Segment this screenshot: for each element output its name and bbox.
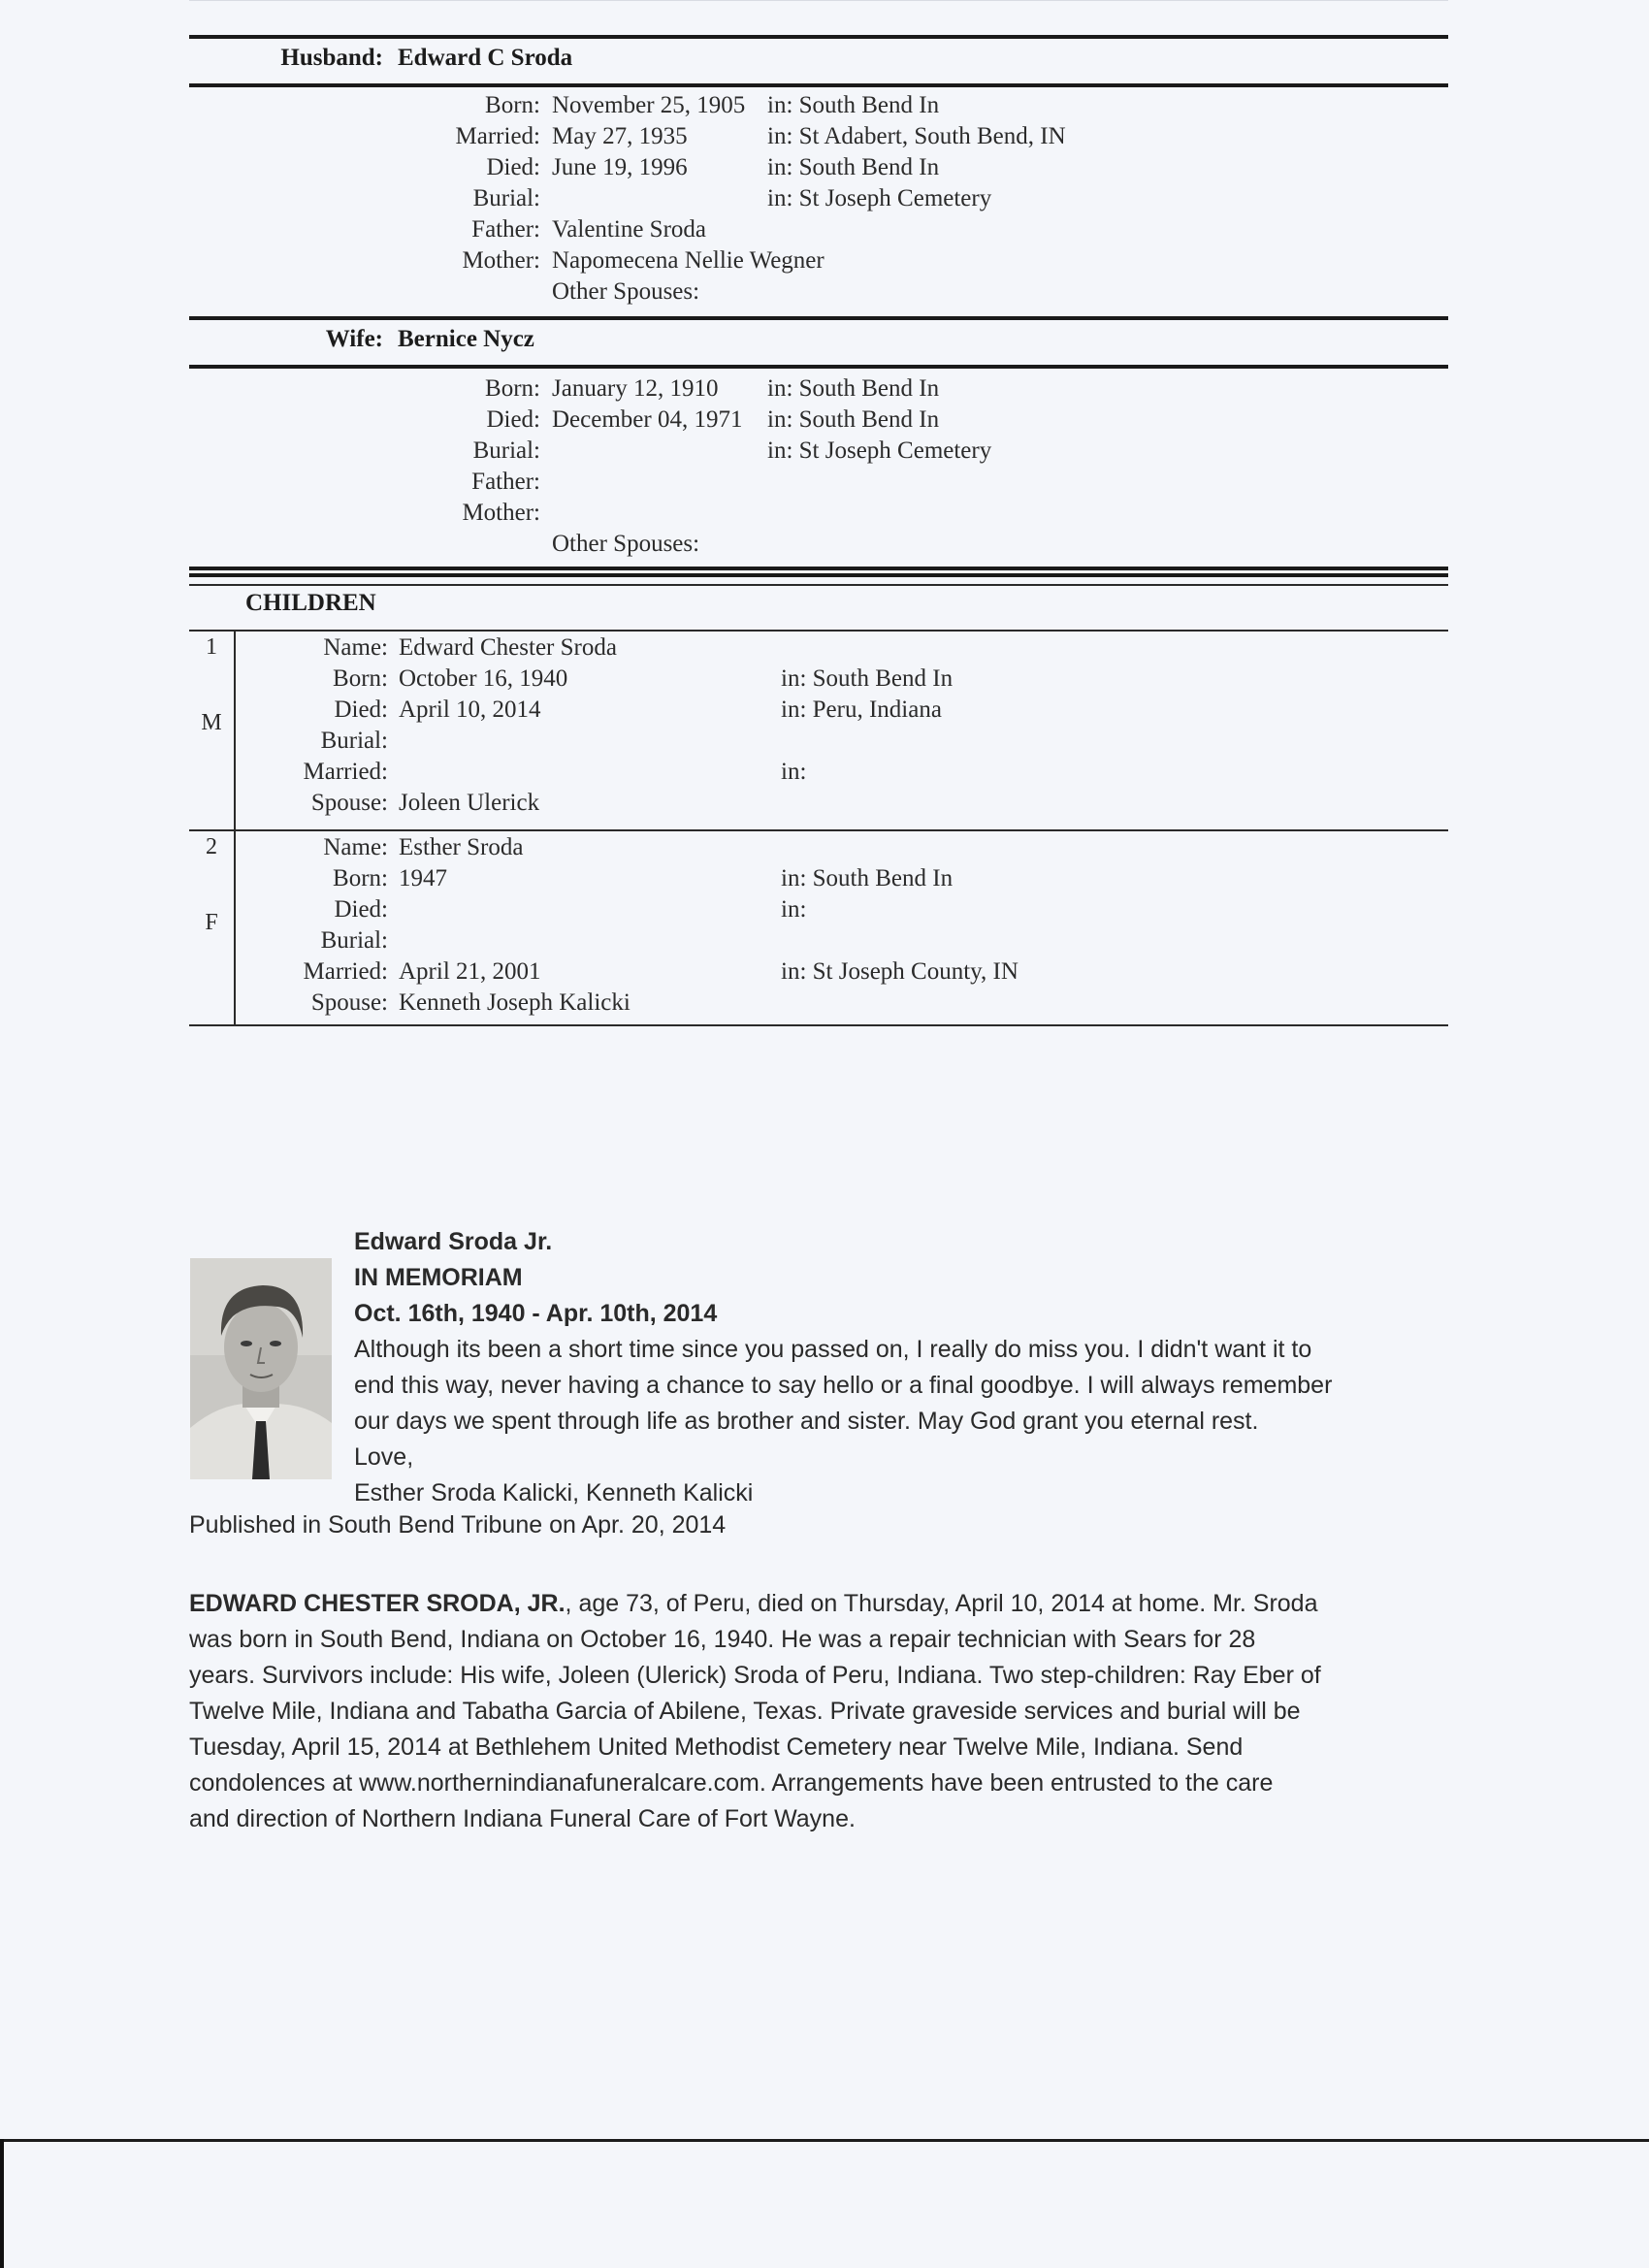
wife-father-row — [189, 467, 1448, 498]
child-number: 1 — [206, 634, 217, 660]
husband-header-rule — [189, 83, 1448, 87]
fact-key: Burial: — [320, 927, 388, 954]
memoriam-line: end this way, never having a chance to say hello or a final goodbye. I will always remember — [354, 1372, 1333, 1399]
obituary-text — [189, 1586, 1479, 1837]
child-married-row — [189, 956, 1448, 988]
fact-place: in: South Bend In — [781, 665, 954, 692]
fact-value: April 10, 2014 — [399, 697, 541, 723]
husband-other-spouses-row — [189, 276, 1448, 308]
fact-place: in: — [781, 896, 807, 923]
fact-place: in: South Bend In — [767, 375, 940, 402]
published-line: Published in South Bend Tribune on Apr. 20, 2014 — [189, 1511, 727, 1539]
fact-place: in: South Bend In — [767, 154, 940, 180]
fact-key: Born: — [485, 92, 540, 118]
fact-value: April 21, 2001 — [399, 958, 541, 985]
wife-burial-row — [189, 436, 1448, 467]
wife-header — [189, 326, 1448, 357]
child-died-row — [189, 894, 1448, 925]
portrait-image — [190, 1258, 332, 1479]
scan-bottom-edge — [0, 2139, 1649, 2142]
wife-other-spouses-row — [189, 529, 1448, 560]
fact-value: January 12, 1910 — [552, 375, 719, 402]
fact-key: Married: — [303, 958, 388, 985]
child-1-facts — [189, 632, 1448, 819]
page-top-edge — [189, 0, 1448, 1]
children-top-rule-3 — [189, 584, 1448, 586]
husband-mother-row — [189, 245, 1448, 276]
fact-key: Father: — [471, 216, 540, 243]
fact-place: in: South Bend In — [767, 92, 940, 118]
fact-key: Spouse: — [310, 790, 388, 816]
fact-key: Spouse: — [310, 989, 388, 1016]
obituary-line: years. Survivors include: His wife, Joleen (Ulerick) Sroda of Peru, Indiana. Two step-children: Ray Eber of — [189, 1662, 1321, 1689]
children-top-rule-2 — [189, 573, 1448, 577]
husband-name: Edward C Sroda — [398, 45, 573, 71]
child-2-block — [189, 830, 1448, 1024]
fact-key: Born: — [333, 665, 388, 692]
fact-key: Born: — [485, 375, 540, 402]
fact-key: Married: — [455, 123, 540, 149]
husband-facts — [189, 90, 1448, 308]
husband-married-row — [189, 121, 1448, 152]
child-born-row — [189, 664, 1448, 695]
husband-label: Husband: — [280, 45, 383, 71]
obituary-line: and direction of Northern Indiana Funeral Care of Fort Wayne. — [189, 1805, 856, 1832]
fact-value: October 16, 1940 — [399, 665, 568, 692]
fact-value: Esther Sroda — [399, 834, 524, 860]
obituary-line: Tuesday, April 15, 2014 at Bethlehem United Methodist Cemetery near Twelve Mile, Indiana. Send — [189, 1733, 1244, 1761]
memoriam-line: Although its been a short time since you passed on, I really do miss you. I didn't want it to — [354, 1336, 1312, 1363]
fact-key: Burial: — [320, 728, 388, 754]
wife-born-row — [189, 373, 1448, 405]
fact-key: Father: — [471, 469, 540, 495]
husband-header — [189, 45, 1448, 76]
children-bottom-rule — [189, 1024, 1448, 1026]
child-1-block — [189, 631, 1448, 830]
child-sex: M — [201, 710, 222, 735]
fact-place: in: Peru, Indiana — [781, 697, 942, 723]
wife-name: Bernice Nycz — [398, 326, 534, 352]
child-sex: F — [205, 910, 218, 935]
wife-label: Wife: — [325, 326, 383, 352]
fact-place: in: St Adabert, South Bend, IN — [767, 123, 1066, 149]
obituary-name: EDWARD CHESTER SRODA, JR. — [189, 1590, 566, 1617]
fact-key: Mother: — [462, 247, 540, 274]
scan-left-edge — [0, 2139, 4, 2268]
child-name-row — [189, 632, 1448, 664]
fact-value: Kenneth Joseph Kalicki — [399, 989, 630, 1016]
obituary-line: condolences at www.northernindianafuneralcare.com. Arrangements have been entrusted to the care — [189, 1769, 1274, 1797]
memoriam-line: our days we spent through life as brother and sister. May God grant you eternal rest. — [354, 1408, 1259, 1435]
child-spouse-row — [189, 788, 1448, 819]
fact-key: Name: — [323, 634, 388, 661]
child-name-row — [189, 832, 1448, 863]
memoriam-dates: Oct. 16th, 1940 - Apr. 10th, 2014 — [354, 1300, 718, 1327]
fact-value: June 19, 1996 — [552, 154, 688, 180]
fact-key: Born: — [333, 865, 388, 891]
husband-father-row — [189, 214, 1448, 245]
obituary-line: Twelve Mile, Indiana and Tabatha Garcia of Abilene, Texas. Private graveside services and burial will be — [189, 1698, 1301, 1725]
husband-burial-row — [189, 183, 1448, 214]
fact-key: Died: — [486, 154, 540, 180]
children-header — [189, 590, 1448, 619]
fact-key: Died: — [334, 896, 388, 923]
child-married-row — [189, 757, 1448, 788]
fact-value: November 25, 1905 — [552, 92, 746, 118]
children-heading: CHILDREN — [245, 590, 376, 616]
memoriam-heading: IN MEMORIAM — [354, 1264, 523, 1291]
fact-place: in: St Joseph County, IN — [781, 958, 1018, 985]
memoriam-notice — [354, 1224, 1470, 1511]
wife-top-rule — [189, 316, 1448, 320]
child-burial-row — [189, 925, 1448, 956]
wife-died-row — [189, 405, 1448, 436]
obituary-first-line-rest: , age 73, of Peru, died on Thursday, April 10, 2014 at home. Mr. Sroda — [565, 1590, 1318, 1617]
portrait-photo — [190, 1258, 332, 1479]
husband-died-row — [189, 152, 1448, 183]
child-died-row — [189, 695, 1448, 726]
fact-place: in: South Bend In — [767, 406, 940, 433]
other-spouses-label: Other Spouses: — [552, 531, 700, 557]
fact-value: December 04, 1971 — [552, 406, 743, 433]
fact-value: May 27, 1935 — [552, 123, 688, 149]
husband-top-rule — [189, 35, 1448, 39]
fact-value: 1947 — [399, 865, 447, 891]
wife-facts — [189, 373, 1448, 560]
child-2-facts — [189, 832, 1448, 1019]
fact-key: Burial: — [472, 185, 540, 211]
obituary-line: was born in South Bend, Indiana on October 16, 1940. He was a repair technician with Sears for 28 — [189, 1626, 1256, 1653]
child-burial-row — [189, 726, 1448, 757]
fact-value: Edward Chester Sroda — [399, 634, 617, 661]
child-born-row — [189, 863, 1448, 894]
memoriam-name: Edward Sroda Jr. — [354, 1228, 553, 1255]
fact-key: Mother: — [462, 500, 540, 526]
fact-value: Napomecena Nellie Wegner — [552, 247, 824, 274]
obituary-first-line — [189, 1586, 1479, 1622]
fact-key: Died: — [486, 406, 540, 433]
children-top-rule-1 — [189, 567, 1448, 570]
fact-value: Joleen Ulerick — [399, 790, 540, 816]
wife-header-rule — [189, 365, 1448, 369]
fact-key: Married: — [303, 759, 388, 785]
husband-born-row — [189, 90, 1448, 121]
memoriam-signature: Esther Sroda Kalicki, Kenneth Kalicki — [354, 1479, 754, 1507]
wife-mother-row — [189, 498, 1448, 529]
fact-value: Valentine Sroda — [552, 216, 706, 243]
fact-place: in: — [781, 759, 807, 785]
other-spouses-label: Other Spouses: — [552, 278, 700, 305]
fact-key: Name: — [323, 834, 388, 860]
child-spouse-row — [189, 988, 1448, 1019]
fact-key: Burial: — [472, 437, 540, 464]
memoriam-line: Love, — [354, 1443, 414, 1471]
child-number: 2 — [206, 834, 217, 859]
fact-place: in: St Joseph Cemetery — [767, 437, 992, 464]
fact-key: Died: — [334, 697, 388, 723]
fact-place: in: South Bend In — [781, 865, 954, 891]
fact-place: in: St Joseph Cemetery — [767, 185, 992, 211]
